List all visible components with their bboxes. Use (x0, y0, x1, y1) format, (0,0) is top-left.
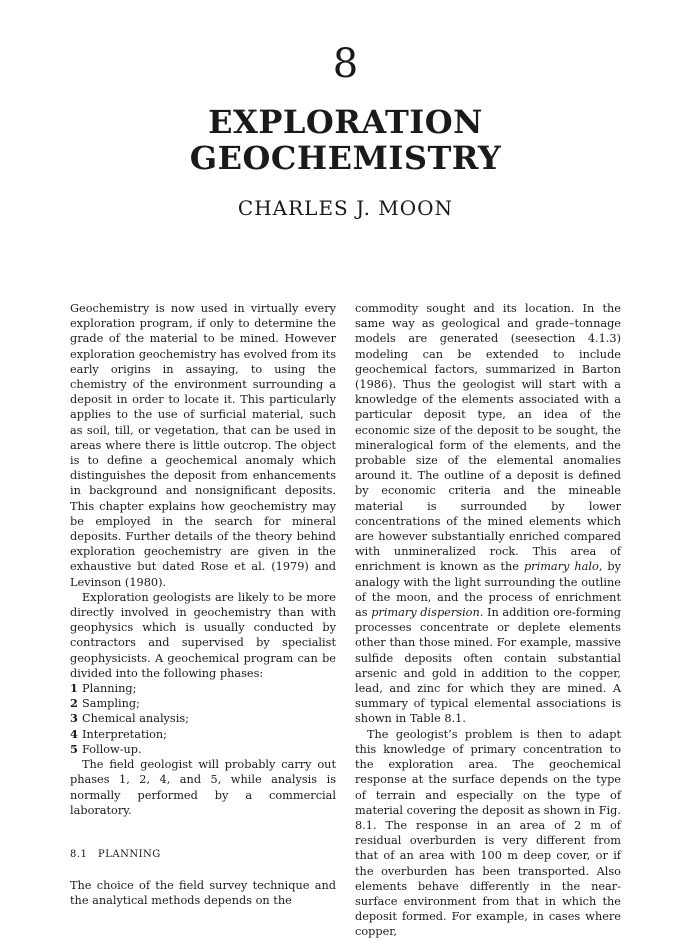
planning-paragraph: The choice of the field survey technique and the analytical methods depends on the (70, 878, 336, 908)
list-item-number: 3 (70, 711, 78, 726)
chapter-title-line-1: EXPLORATION (208, 103, 483, 141)
section-heading (70, 848, 336, 862)
section-number: 8.1 (70, 848, 88, 860)
list-item-label: Chemical analysis; (82, 712, 189, 726)
term-primary-halo: primary halo (523, 560, 599, 574)
list-item-number: 2 (70, 696, 78, 711)
text-run: . In addition ore-forming processes concentrate or deplete elements other than those mined. For example, massive sulfide deposits often contain substantial arsenic and gold in addition to the copper, lead, and zinc for which they are mined. A summary of typical elemental associations is shown in Table 8.1. (355, 606, 622, 726)
geologist-problem-paragraph: The geologist’s problem is then to adapt this knowledge of primary concentration to the exploration area. The geochemical response at the surface depends on the type of terrain and especially on the type of material covering the deposit as shown in Fig. 8.1. The response in an area of 2 m of residual overburden is very different from that of an area with 100 m deep cover, or if the overburden has been transported. Also elements behave differently in the near-surface environment from that in which the deposit formed. For example, in cases where copper, (355, 727, 621, 939)
text-run: commodity sought and its location. In the same way as geological and grade–tonnage models are generated (seesection 4.1.3) modeling can be extended to include geochemical factors, summarized in Barton (1986). Thus the geologist will start with a knowledge of the elements associated with a particular deposit type, an idea of the economic size of the deposit to be sought, the mineralogical form of the elements, and the probable size of the elemental anomalies around it. The outline of a deposit is defined by economic criteria and the mineable material is surrounded by lower concentrations of the mined elements which are however substantially enriched compared with unmineralized rock. This area of enrichment is known as the (355, 302, 621, 574)
list-item-number: 1 (70, 681, 78, 696)
left-column (70, 301, 336, 908)
chapter-author: CHARLES J. MOON (237, 196, 454, 220)
list-item (70, 696, 336, 711)
continuation-paragraph (355, 301, 621, 727)
intro-paragraph: Geochemistry is now used in virtually every exploration program, if only to determine the grade of the material to be mined. However exploration geochemistry has evolved from its early origins in assaying, to using the chemistry of the environment surrounding a deposit in order to locate it. This particularly applies to the use of surficial material, such as soil, till, or vegetation, that can be used in areas where there is little outcrop. The object is to define a geochemical anomaly which distinguishes the deposit from enhancements in background and nonsignificant deposits. This chapter explains how geochemistry may be employed in the search for mineral deposits. Further details of the theory behind exploration geochemistry are given in the exhaustive but dated Rose et al. (1979) and Levinson (1980). (70, 302, 336, 589)
list-item-label: Sampling; (82, 697, 140, 711)
term-primary-dispersion: primary dispersion (371, 606, 480, 620)
chapter-title-line-2: GEOCHEMISTRY (189, 139, 502, 177)
list-item-label: Follow-up. (82, 742, 142, 756)
chapter-title (0, 104, 691, 176)
section-title: PLANNING (98, 848, 161, 860)
chapter-number: 8 (332, 41, 359, 87)
text-run: , by analogy with the light surrounding the outline of the moon, and the process of enrichment as (355, 560, 622, 620)
list-item-number: 4 (70, 726, 78, 741)
field-geologist-paragraph: The field geologist will probably carry out phases 1, 2, 4, and 5, while analysis is normally performed by a commercial laboratory. (70, 758, 336, 817)
list-item (70, 711, 336, 726)
list-item (70, 681, 336, 696)
list-item-label: Planning; (82, 682, 137, 696)
list-item-number: 5 (70, 741, 78, 756)
phases-intro-paragraph: Exploration geologists are likely to be more directly involved in geochemistry than with geophysics which is usually conducted by contractors and supervised by specialist geophysicists. A geochemical program can be divided into the following phases: (70, 590, 336, 680)
list-item-label: Interpretation; (82, 727, 167, 741)
list-item (70, 727, 336, 742)
phases-list (70, 681, 336, 757)
right-column (355, 301, 621, 940)
list-item (70, 742, 336, 757)
